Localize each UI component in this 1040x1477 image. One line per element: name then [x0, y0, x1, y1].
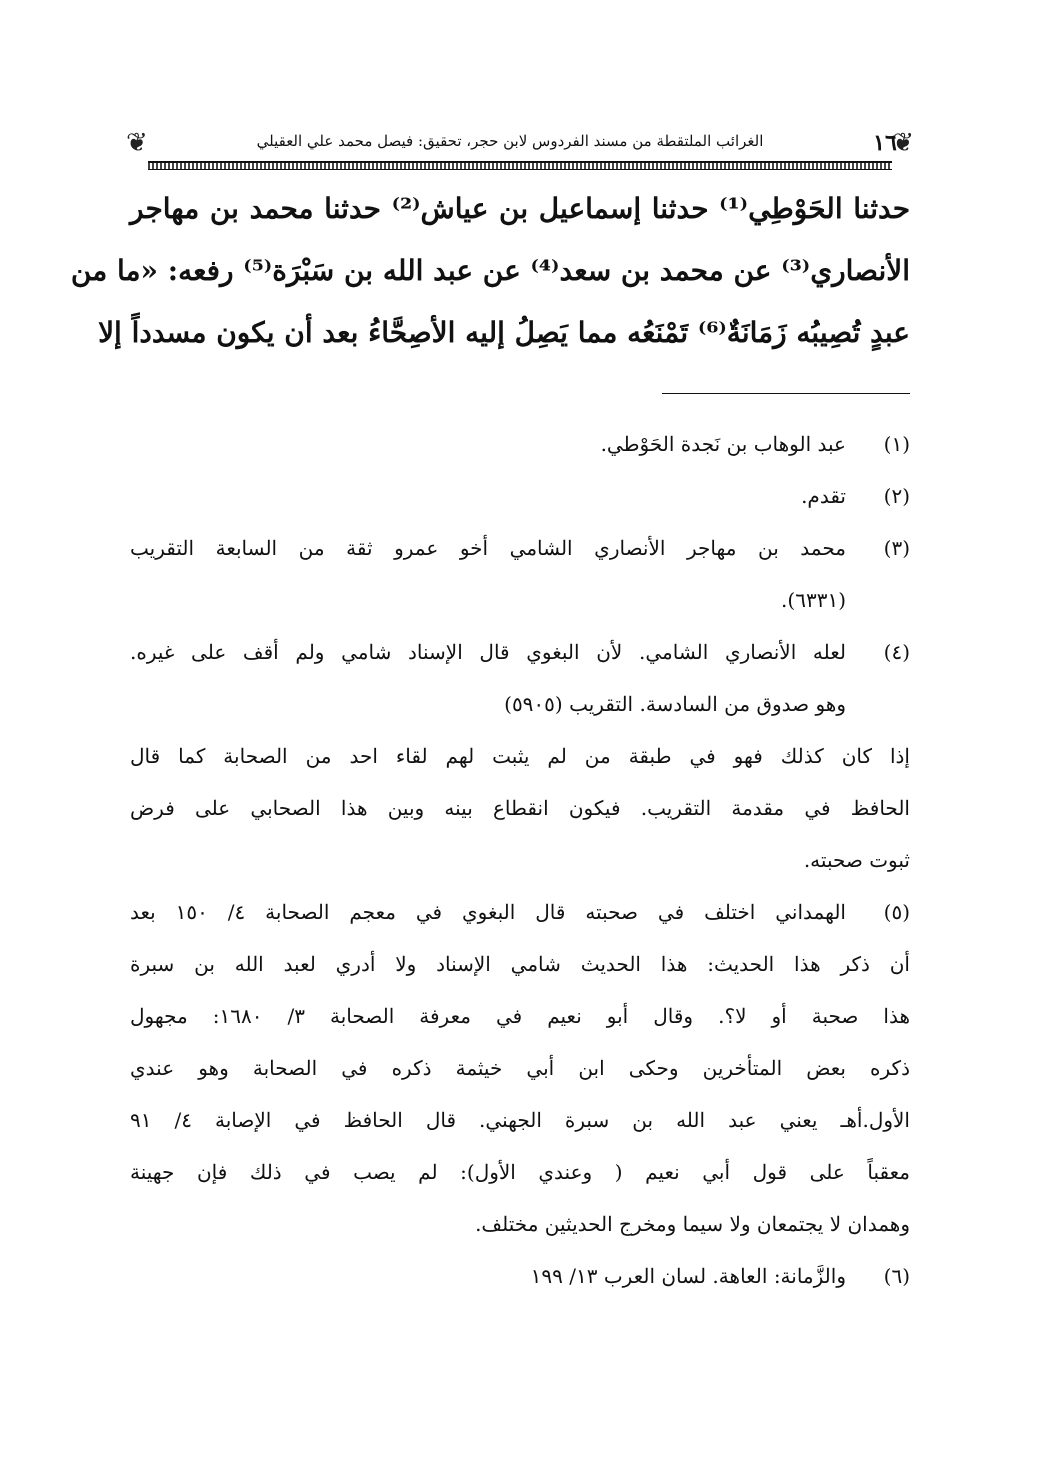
footnote-text: معقباً على قول أبي نعيم ( وعندي الأول): لم يصب في ذلك فإن جهينة — [130, 1160, 910, 1184]
footnote-4 — [130, 626, 910, 730]
page-number: ١٦ — [873, 130, 897, 156]
footnote-number: (١) — [883, 432, 910, 456]
ornament-right-icon: ❦ — [892, 128, 914, 158]
footnote-text: ذكره بعض المتأخرين وحكى ابن أبي خيثمة ذكره في الصحابة وهو عندي — [130, 1056, 910, 1080]
footnote-number: (٦) — [883, 1264, 910, 1288]
footnote-1 — [130, 418, 910, 470]
main-line: عبدٍ تُصِيبُه زَمَانَةٌ⁽⁶⁾ تَمْنَعُه مما يَصِلُ إليه الأصِحَّاءُ بعد أن يكون مسدداً إلا — [98, 316, 910, 349]
running-header — [126, 128, 914, 172]
footnote-text: الأول.أهـ يعني عبد الله بن سبرة الجهني. قال الحافظ في الإصابة ٤/ ٩١ — [130, 1108, 910, 1132]
footnote-text: أن ذكر هذا الحديث: هذا الحديث شامي الإسناد ولا أدري لعبد الله بن سبرة — [130, 952, 910, 976]
footnote-number: (٣) — [883, 536, 910, 560]
footnote-text: محمد بن مهاجر الأنصاري الشامي أخو عمرو ثقة من السابعة التقريب — [130, 536, 846, 560]
main-line: الأنصاري⁽³⁾ عن محمد بن سعد⁽⁴⁾ عن عبد الله بن سَبْرَة⁽⁵⁾ رفعه: «ما من — [70, 254, 910, 287]
footnote-text: ثبوت صحبته. — [803, 848, 910, 872]
main-text — [70, 178, 911, 364]
footnote-text: الحافظ في مقدمة التقريب. فيكون انقطاع بينه وبين هذا الصحابي على فرض — [130, 796, 910, 820]
footnote-text: عبد الوهاب بن نَجدة الحَوْطي. — [600, 432, 846, 456]
footnote-number: (٤) — [883, 640, 910, 664]
footnotes — [130, 418, 910, 1302]
footnote-text: وهو صدوق من السادسة. التقريب (٥٩٠٥) — [504, 692, 846, 716]
footnote-text: الهمداني اختلف في صحبته قال البغوي في معجم الصحابة ٤/ ١٥٠ بعد — [130, 900, 846, 924]
footnote-text: والزَّمانة: العاهة. لسان العرب ١٣/ ١٩٩ — [530, 1264, 846, 1288]
footnote-5-continuation — [130, 938, 910, 1250]
footnote-text: وهمدان لا يجتمعان ولا سيما ومخرج الحديثين مختلف. — [475, 1212, 910, 1236]
footnote-text: لعله الأنصاري الشامي. لأن البغوي قال الإسناد شامي ولم أقف على غيره. — [130, 640, 846, 664]
header-rule — [148, 161, 892, 170]
footnote-3 — [130, 522, 910, 626]
main-line: حدثنا الحَوْطِي⁽¹⁾ حدثنا إسماعيل بن عياش⁽²⁾ حدثنا محمد بن مهاجر — [130, 192, 911, 225]
footnote-number: (٥) — [883, 900, 910, 924]
footnote-number: (٢) — [883, 484, 910, 508]
footnote-6 — [130, 1250, 910, 1302]
footnote-text: تقدم. — [801, 484, 846, 508]
footnote-divider — [662, 393, 910, 394]
footnote-text: (٦٣٣١). — [781, 588, 846, 612]
ornament-left-icon: ❦ — [126, 128, 148, 158]
footnote-5 — [130, 886, 910, 938]
footnote-text: إذا كان كذلك فهو في طبقة من لم يثبت لهم لقاء احد من الصحابة كما قال — [130, 744, 910, 768]
footnote-2 — [130, 470, 910, 522]
footnote-4-continuation — [130, 730, 910, 886]
running-title: الغرائب الملتقطة من مسند الفردوس لابن حجر، تحقيق: فيصل محمد علي العقيلي — [256, 132, 764, 150]
footnote-text: هذا صحبة أو لا؟. وقال أبو نعيم في معرفة الصحابة ٣/ ١٦٨٠: مجهول — [130, 1004, 910, 1028]
